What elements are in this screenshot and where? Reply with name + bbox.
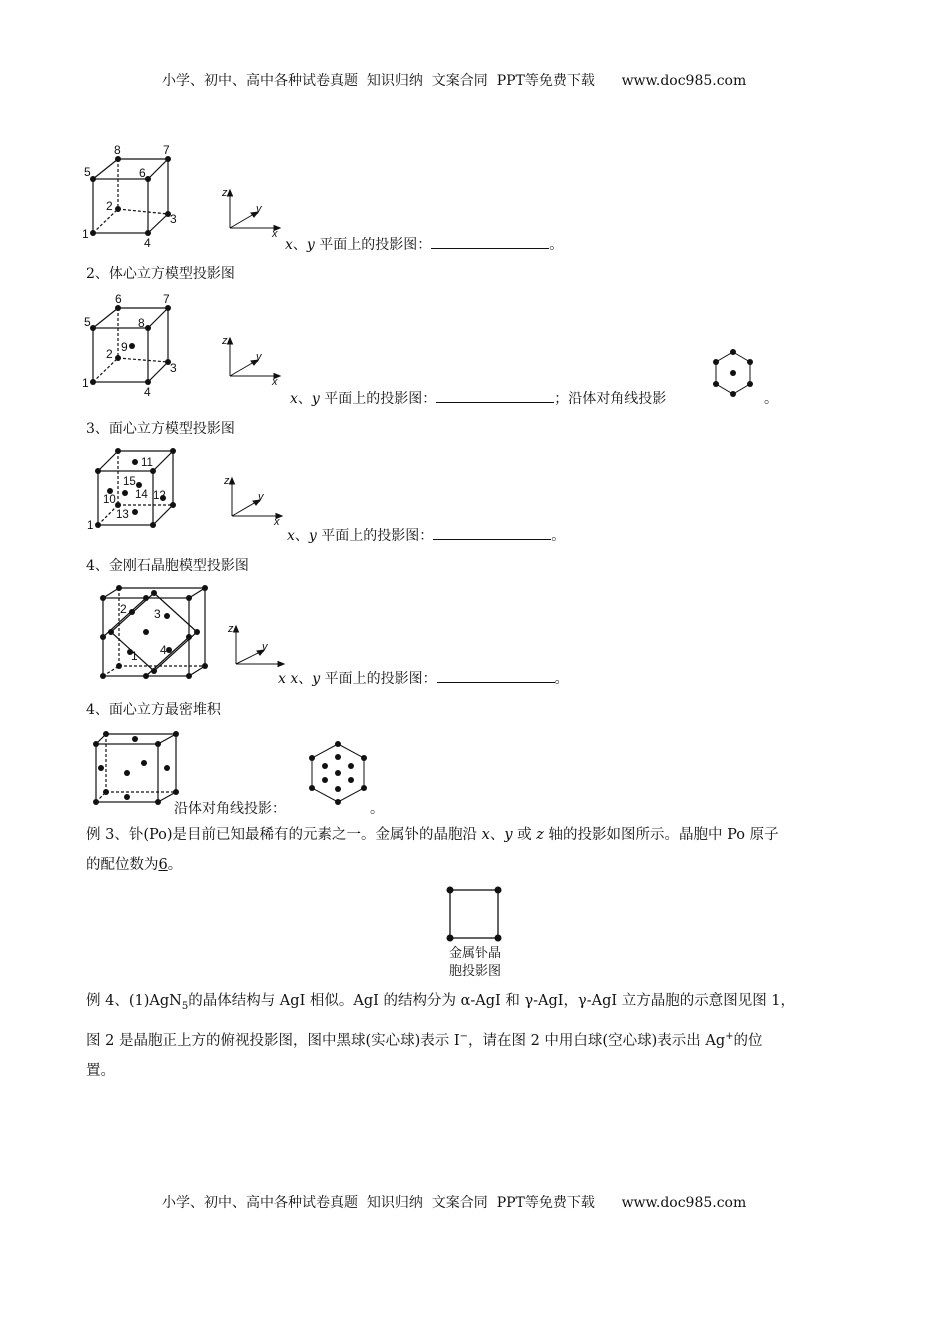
answer-blank-4[interactable] [437, 670, 555, 683]
example-4-text: 例 4、(1)AgN$_5$的晶体结构与 AgI 相似。AgI 的结构分为 α-AgI 和 γ-AgI，γ-AgI 立方晶胞的示意图见图 1， 图 2 是晶胞正上方的俯视投影图，图中黑球(实心球)表示 I−，请在图 2 中用白球(空心球)表示出 Ag+的位 置。 [86, 993, 796, 1079]
label-12: 12 [153, 490, 166, 502]
label-1: 1 [82, 376, 89, 390]
atom-1 [90, 230, 96, 236]
svg-text:y: y [258, 491, 264, 503]
bcc-diagram [80, 290, 185, 400]
label-7: 7 [163, 143, 170, 157]
label-2: 2 [106, 347, 113, 361]
fcc-diagram [85, 443, 185, 535]
po-projection-diagram [442, 882, 506, 942]
section-2-title: 2、体心立方模型投影图 [86, 266, 235, 282]
svg-text:y: y [256, 351, 262, 363]
bcc-diagonal-projection [708, 348, 758, 400]
coordination-answer: 6 [158, 857, 168, 873]
svg-text:x: x [274, 516, 280, 526]
fcc-closepacked-diagram [88, 728, 184, 808]
label-15: 15 [123, 476, 136, 488]
axes-diagram-2 [218, 334, 284, 386]
label-1: 1 [131, 649, 138, 663]
label-7: 7 [163, 292, 170, 306]
section-3-title: 3、面心立方模型投影图 [86, 421, 235, 437]
section-4-title: 4、金刚石晶胞模型投影图 [86, 558, 249, 574]
question-line-2: x、y 平面上的投影图： ；沿体对角线投影 [290, 391, 667, 407]
diag-projection-label: 沿体对角线投影： [174, 801, 286, 817]
axes-diagram-3 [220, 474, 286, 526]
atom-5 [90, 176, 96, 182]
label-3: 3 [170, 361, 177, 375]
section-5-title: 4、面心立方最密堆积 [86, 702, 221, 718]
end-mark-2: 。 [764, 391, 778, 407]
svg-text:x: x [272, 376, 278, 386]
label-9: 9 [121, 340, 128, 354]
label-5: 5 [84, 315, 91, 329]
label-4: 4 [144, 236, 151, 248]
label-3: 3 [170, 212, 177, 226]
label-3: 3 [154, 607, 161, 621]
answer-blank-1[interactable] [431, 236, 549, 249]
svg-text:z: z [224, 475, 230, 487]
label-8: 8 [138, 316, 145, 330]
label-6: 6 [115, 292, 122, 306]
end-mark-5: 。 [370, 801, 384, 817]
po-projection-caption: 金属钋晶 胞投影图 [448, 945, 501, 978]
question-line-3: x、y 平面上的投影图： 。 [287, 528, 566, 544]
label-11: 11 [141, 457, 153, 469]
example-3-text: 例 3、钋(Po)是目前已知最稀有的元素之一。金属钋的晶胞沿 x、y 或 z 轴的投影如图所示。晶胞中 Po 原子 的配位数为6。 [86, 827, 779, 873]
svg-text:z: z [222, 335, 228, 347]
label-1: 1 [82, 227, 89, 241]
svg-text:z: z [228, 623, 234, 635]
label-10: 10 [103, 494, 116, 506]
axes-diagram-1 [218, 186, 284, 238]
atom-6 [145, 176, 151, 182]
svg-text:y: y [262, 641, 268, 653]
label-5: 5 [84, 165, 91, 179]
label-1: 1 [87, 520, 94, 532]
fcc-diagonal-projection [302, 740, 374, 810]
axis-x-label: x [272, 228, 278, 238]
diamond-cell-diagram [95, 582, 215, 680]
page-header: 小学、初中、高中各种试卷真题 知识归纳 文案合同 PPT等免费下载 www.doc985.com [162, 73, 747, 89]
body-center-atom [129, 343, 135, 349]
label-13: 13 [116, 509, 129, 521]
label-4: 4 [144, 385, 151, 399]
axis-z-label: z [222, 187, 228, 199]
label-6: 6 [139, 166, 146, 180]
axis-y-label: y [256, 203, 262, 215]
label-8: 8 [114, 143, 121, 157]
axes-diagram-4 [224, 622, 288, 674]
page-footer: 小学、初中、高中各种试卷真题 知识归纳 文案合同 PPT等免费下载 www.doc985.com [162, 1195, 747, 1211]
atom-2 [115, 206, 121, 212]
simple-cubic-diagram [80, 140, 185, 248]
answer-blank-2[interactable] [436, 390, 554, 403]
label-2: 2 [106, 199, 113, 213]
question-line-1: x、y 平面上的投影图： 。 [285, 237, 564, 253]
question-line-4: x x、y 平面上的投影图： 。 [278, 671, 569, 687]
label-14: 14 [135, 489, 148, 501]
answer-blank-3[interactable] [433, 527, 551, 540]
label-4: 4 [160, 643, 167, 657]
label-2: 2 [120, 602, 127, 616]
